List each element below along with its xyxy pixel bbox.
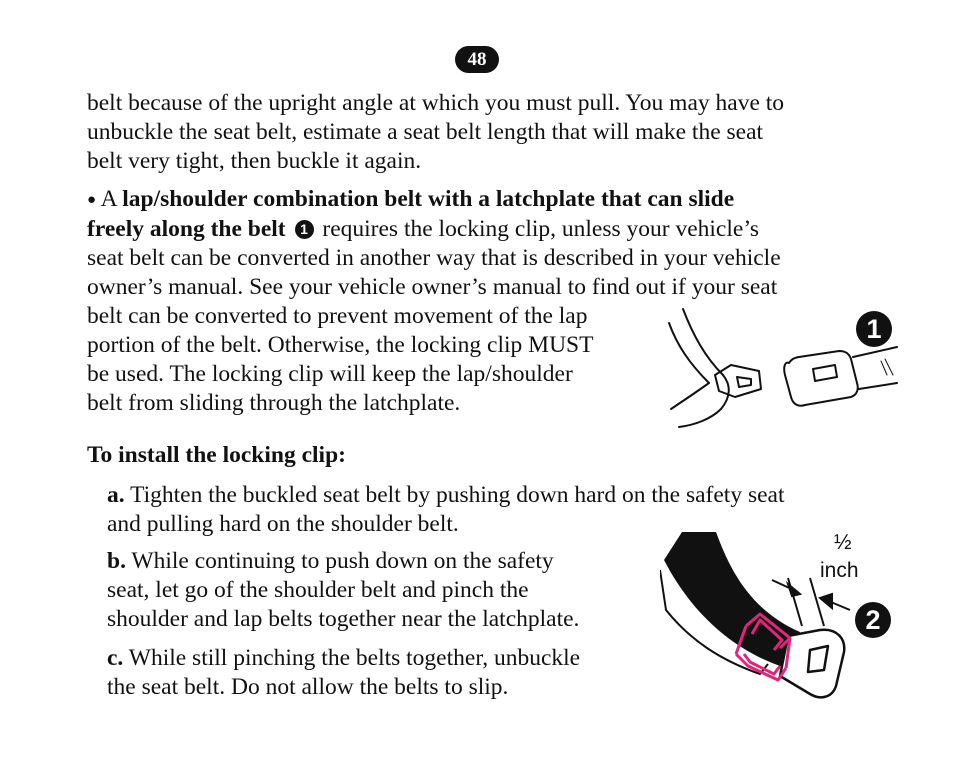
bullet-lead: A bbox=[100, 186, 117, 212]
figure-1-number: 1 bbox=[856, 311, 892, 347]
intro-paragraph bbox=[87, 89, 784, 176]
step-line: c. While still pinching the belts together, unbuckle bbox=[107, 645, 581, 671]
bullet-line: belt can be converted to prevent movement of the lap bbox=[87, 303, 588, 329]
measure-fraction: ½ bbox=[834, 531, 852, 554]
step-letter: c. bbox=[107, 645, 124, 671]
step-line: the seat belt. Do not allow the belts to slip. bbox=[107, 674, 509, 700]
bullet-text-line2: requires the locking clip, unless your vehicle’s bbox=[322, 216, 759, 242]
figure-2-number: 2 bbox=[855, 602, 891, 638]
figure-2-locking-clip-illustration bbox=[660, 530, 860, 705]
measure-unit: inch bbox=[820, 559, 859, 582]
bullet-line: be used. The locking clip will keep the lap/shoulder bbox=[87, 361, 573, 387]
bullet-line: seat belt can be converted in another way that is described in your vehicle bbox=[87, 245, 781, 271]
bullet-line-2 bbox=[87, 215, 781, 244]
bullet-bold-line2: freely along the belt bbox=[87, 216, 286, 242]
bullet-bold-line1: lap/shoulder combination belt with a latchplate that can slide bbox=[122, 186, 735, 212]
bullet-line: belt from sliding through the latchplate. bbox=[87, 390, 461, 416]
section-heading: To install the locking clip: bbox=[87, 442, 346, 468]
step-letter: a. bbox=[107, 482, 125, 508]
page-number: 48 bbox=[455, 46, 499, 73]
intro-line: belt very tight, then buckle it again. bbox=[87, 148, 422, 174]
step-line: and pulling hard on the shoulder belt. bbox=[107, 511, 459, 537]
step-c bbox=[107, 644, 580, 702]
figure-ref-1: 1 bbox=[295, 220, 314, 239]
bullet-marker: ● bbox=[87, 192, 97, 208]
step-line: a. Tighten the buckled seat belt by pushing down hard on the safety seat bbox=[107, 482, 785, 508]
step-line: seat, let go of the shoulder belt and pinch the bbox=[107, 577, 529, 603]
bullet-line: owner’s manual. See your vehicle owner’s manual to find out if your seat bbox=[87, 274, 778, 300]
step-line: b. While continuing to push down on the safety bbox=[107, 548, 554, 574]
step-letter: b. bbox=[107, 548, 126, 574]
intro-line: belt because of the upright angle at which you must pull. You may have to bbox=[87, 90, 785, 116]
intro-line: unbuckle the seat belt, estimate a seat belt length that will make the seat bbox=[87, 119, 764, 145]
step-b bbox=[107, 547, 579, 634]
bullet-line: portion of the belt. Otherwise, the locking clip MUST bbox=[87, 332, 594, 358]
bullet-line-1 bbox=[87, 185, 781, 215]
step-line: shoulder and lap belts together near the latchplate. bbox=[107, 606, 580, 632]
